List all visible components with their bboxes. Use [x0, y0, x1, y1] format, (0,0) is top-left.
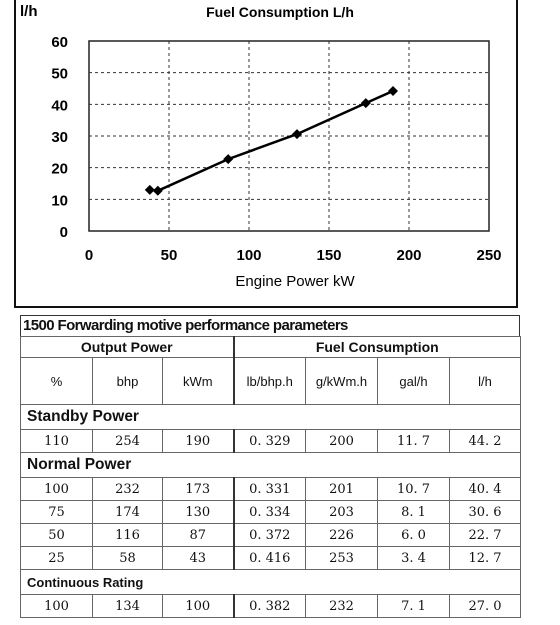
table-cell: 173 — [163, 478, 234, 501]
table-cell: 0. 329 — [234, 430, 306, 453]
table-cell: 22. 7 — [450, 524, 521, 547]
y-tick-label: 30 — [51, 129, 68, 146]
table-cell: 43 — [163, 547, 234, 570]
table-cell: 8. 1 — [378, 501, 450, 524]
column-header: gal/h — [378, 358, 450, 405]
table-cell: 100 — [163, 595, 234, 618]
section-title: Normal Power — [21, 453, 521, 478]
series-layer — [145, 86, 398, 196]
x-tick-label: 100 — [236, 247, 262, 264]
chart-title: Fuel Consumption L/h — [206, 4, 354, 20]
table-cell: 253 — [306, 547, 378, 570]
column-header: kWm — [163, 358, 234, 405]
table-row — [21, 524, 521, 547]
table-cell: 30. 6 — [450, 501, 521, 524]
fuel-consumption-header: Fuel Consumption — [234, 337, 521, 358]
table-cell: 27. 0 — [450, 595, 521, 618]
data-point-marker — [145, 185, 155, 195]
data-point-marker — [388, 86, 398, 96]
table-cell: 12. 7 — [450, 547, 521, 570]
x-axis-label: Engine Power kW — [235, 273, 355, 290]
column-header: % — [21, 358, 93, 405]
table-cell: 7. 1 — [378, 595, 450, 618]
table-cell: 87 — [163, 524, 234, 547]
table-cell: 40. 4 — [450, 478, 521, 501]
table-title: 1500 Forwarding motive performance parameters — [20, 315, 520, 336]
table-cell: 200 — [306, 430, 378, 453]
y-tick-label: 40 — [51, 97, 68, 115]
section-row — [21, 453, 521, 478]
table-cell: 11. 7 — [378, 430, 450, 453]
table-cell: 0. 334 — [234, 501, 306, 524]
table-cell: 203 — [306, 501, 378, 524]
y-tick-label: 60 — [51, 34, 68, 51]
series-line — [150, 91, 393, 191]
table-cell: 110 — [21, 430, 93, 453]
table-cell: 10. 7 — [378, 478, 450, 501]
section-row — [21, 570, 521, 595]
table-cell: 201 — [306, 478, 378, 501]
data-point-marker — [292, 129, 302, 139]
table-cell: 130 — [163, 501, 234, 524]
table-cell: 3. 4 — [378, 547, 450, 570]
x-tick-label: 200 — [396, 247, 422, 264]
fuel-consumption-chart — [0, 0, 560, 308]
data-point-marker — [361, 98, 371, 108]
table-row — [21, 430, 521, 453]
column-header: lb/bhp.h — [234, 358, 306, 405]
performance-table — [20, 315, 520, 618]
y-tick-label: 20 — [51, 160, 68, 178]
table-cell: 0. 382 — [234, 595, 306, 618]
data-point-marker — [153, 186, 163, 196]
data-point-marker — [223, 154, 233, 164]
table-cell: 134 — [93, 595, 163, 618]
y-tick-label: 50 — [51, 65, 68, 83]
table-row — [21, 547, 521, 570]
tick-layer — [51, 34, 501, 264]
table-cell: 174 — [93, 501, 163, 524]
table-row — [21, 501, 521, 524]
column-header-row — [21, 358, 521, 405]
table-cell: 232 — [93, 478, 163, 501]
table-cell: 100 — [21, 478, 93, 501]
section-title: Standby Power — [21, 405, 521, 430]
output-power-header: Output Power — [21, 337, 234, 358]
column-header: l/h — [450, 358, 521, 405]
x-tick-label: 0 — [84, 247, 94, 264]
table-cell: 50 — [21, 524, 93, 547]
column-header: g/kWm.h — [306, 358, 378, 405]
table-cell: 0. 416 — [234, 547, 306, 570]
table-cell: 226 — [306, 524, 378, 547]
table-cell: 254 — [93, 430, 163, 453]
section-title: Continuous Rating — [21, 570, 521, 595]
x-tick-label: 50 — [160, 247, 178, 264]
table-cell: 0. 372 — [234, 524, 306, 547]
y-tick-label: 0 — [59, 224, 68, 241]
x-tick-label: 250 — [476, 247, 502, 264]
table-cell: 75 — [21, 501, 93, 524]
y-tick-label: 10 — [51, 192, 68, 210]
section-row — [21, 405, 521, 430]
column-header: bhp — [93, 358, 163, 405]
x-tick-label: 150 — [316, 247, 342, 264]
table-cell: 44. 2 — [450, 430, 521, 453]
table-cell: 0. 331 — [234, 478, 306, 501]
table-cell: 58 — [93, 547, 163, 570]
table-cell: 100 — [21, 595, 93, 618]
table-cell: 116 — [93, 524, 163, 547]
table-row — [21, 478, 521, 501]
table-row — [21, 595, 521, 618]
table-cell: 190 — [163, 430, 234, 453]
table-cell: 232 — [306, 595, 378, 618]
y-axis-label: l/h — [20, 3, 38, 20]
table-cell: 25 — [21, 547, 93, 570]
table-cell: 6. 0 — [378, 524, 450, 547]
